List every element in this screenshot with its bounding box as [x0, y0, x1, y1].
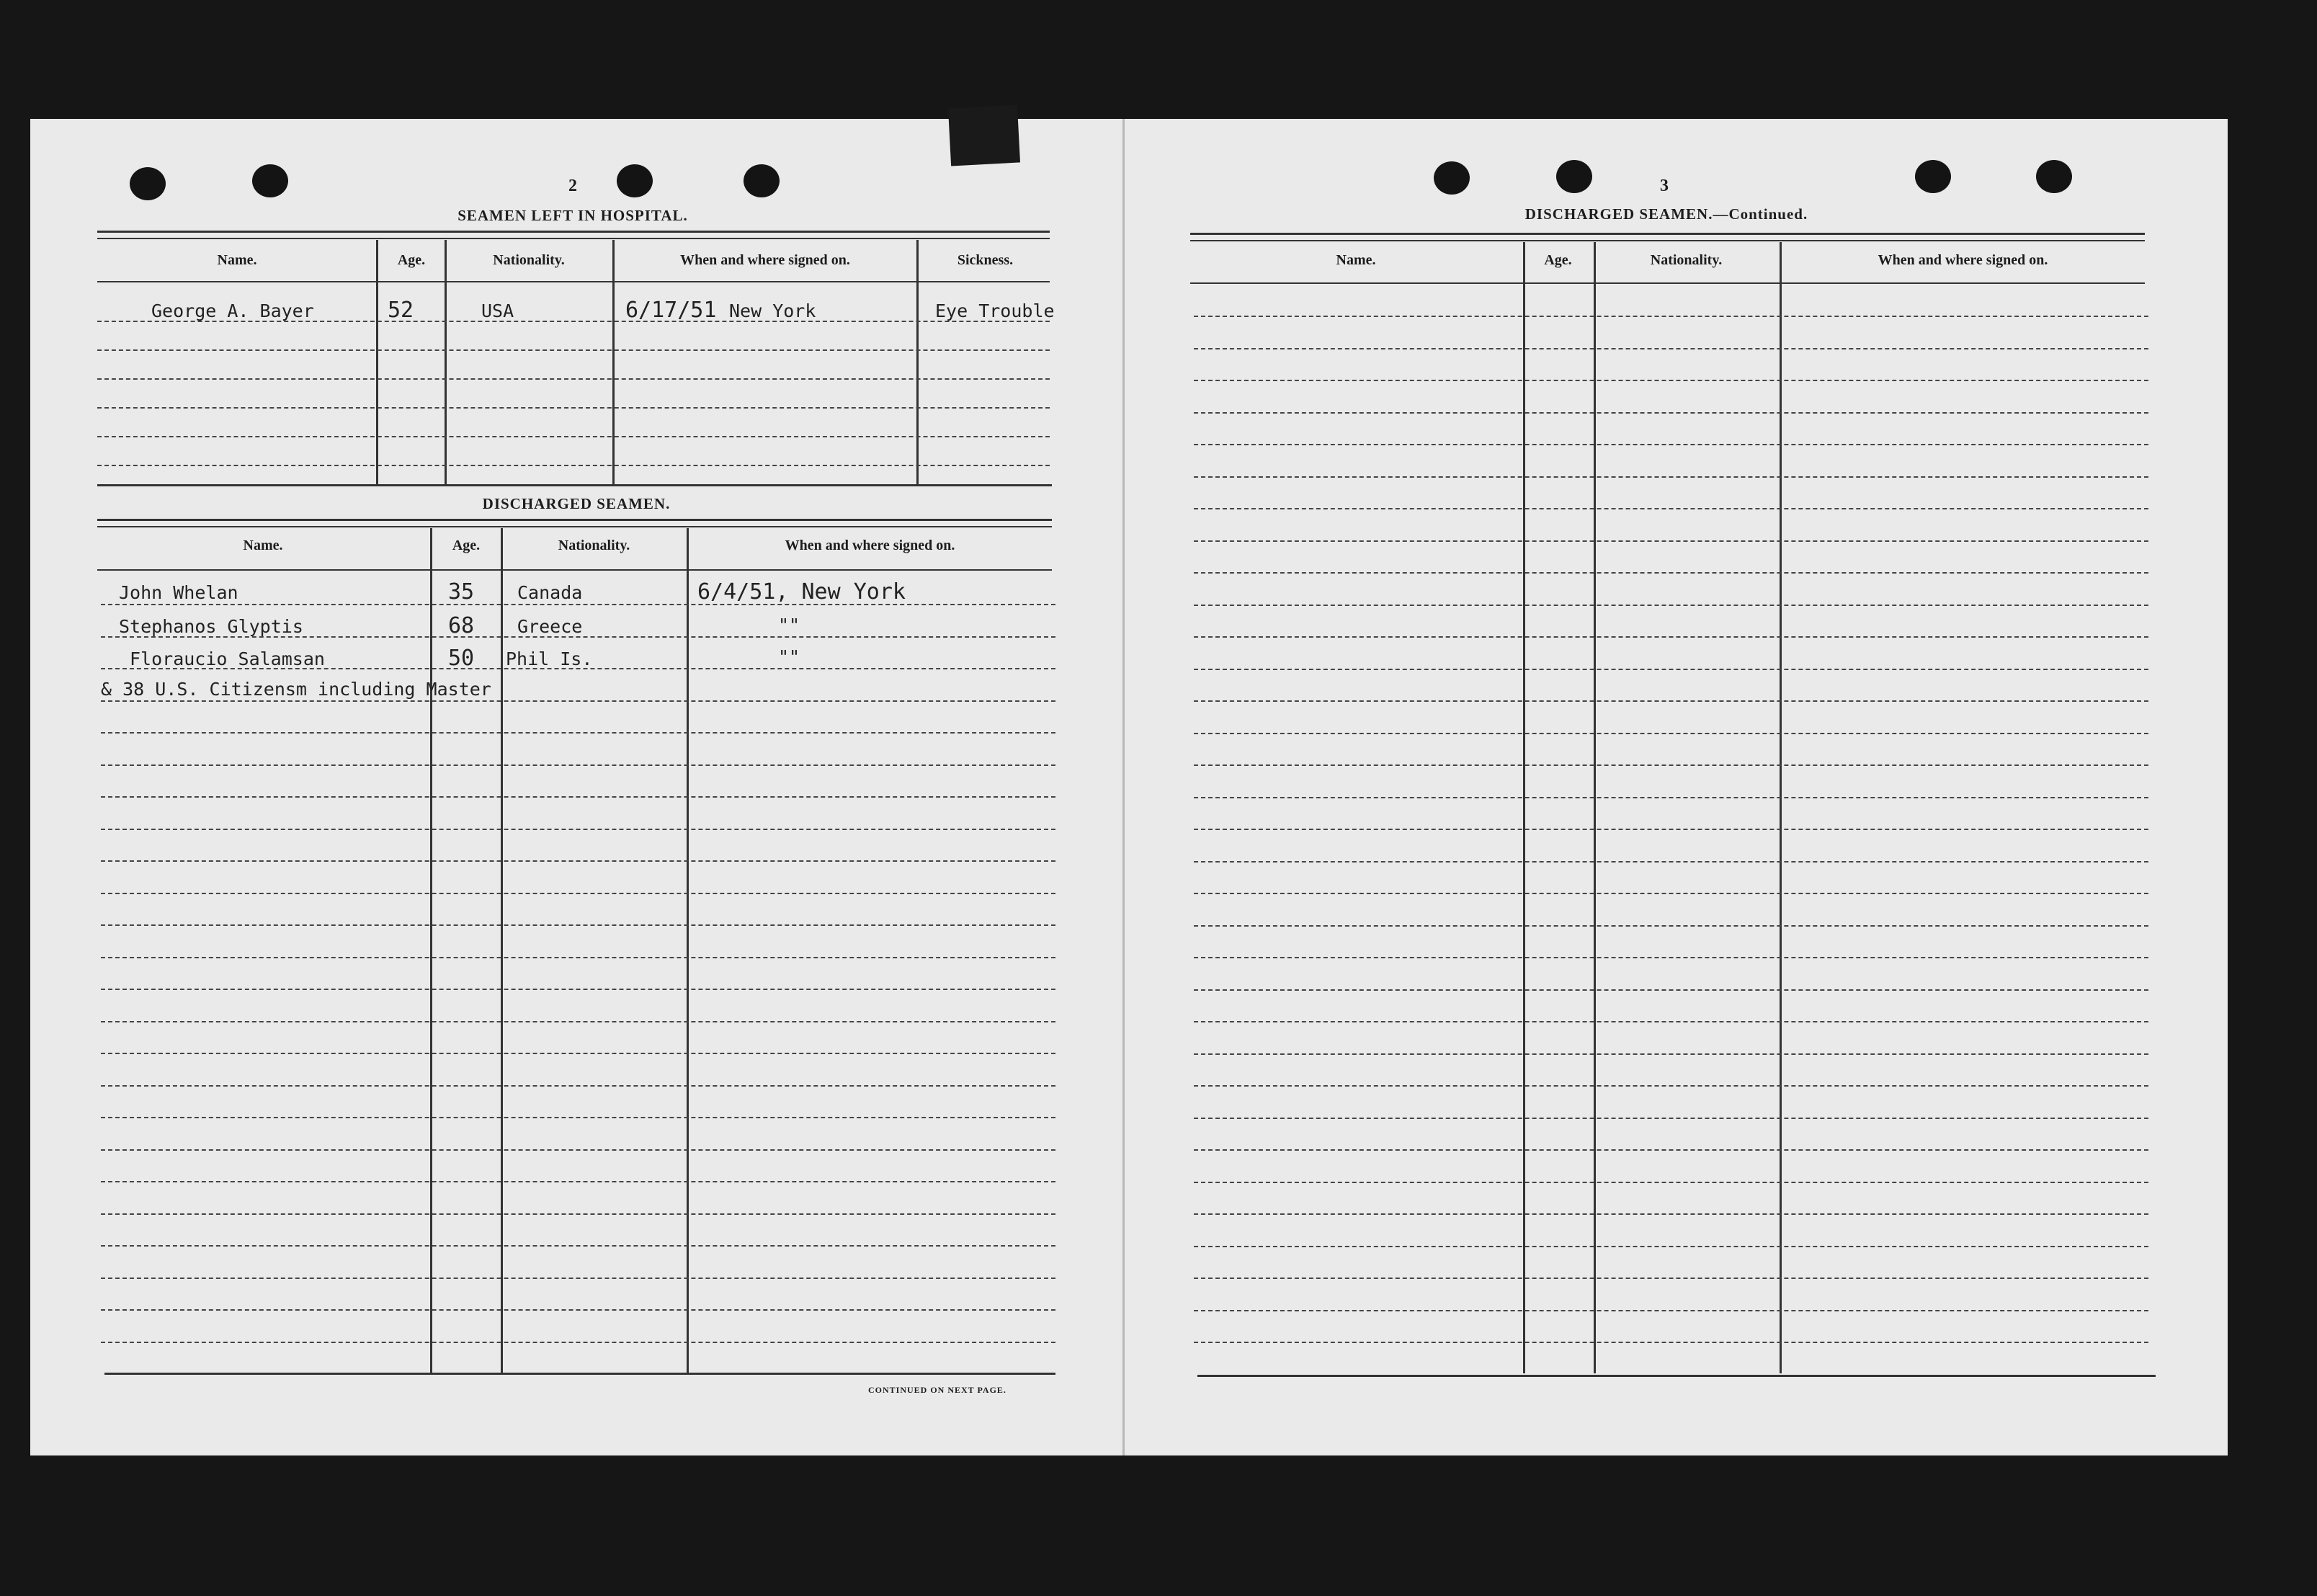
row-rule	[101, 1149, 1055, 1151]
punch-hole	[252, 164, 288, 197]
row-rule	[1194, 989, 2148, 991]
discharged-nationality-cell: Canada	[517, 582, 583, 603]
row-rule	[101, 700, 1055, 702]
row-rule	[1194, 764, 2148, 766]
row-rule	[97, 436, 1050, 437]
row-rule	[101, 1085, 1055, 1087]
rule	[1190, 240, 2145, 241]
row-rule	[1194, 1310, 2148, 1311]
row-rule	[1194, 572, 2148, 574]
row-rule	[101, 829, 1055, 830]
discharged-nationality-cell: Greece	[517, 616, 583, 637]
hospital-nationality-cell: USA	[481, 300, 514, 321]
row-rule	[97, 465, 1050, 466]
row-rule	[1194, 1149, 2148, 1151]
row-rule	[101, 764, 1055, 766]
page-fold	[1122, 119, 1125, 1455]
column-divider	[612, 240, 615, 485]
hospital-date-cell: 6/17/51	[625, 298, 717, 323]
row-rule	[101, 1278, 1055, 1279]
rule	[104, 1373, 1055, 1375]
row-rule	[1194, 1246, 2148, 1247]
row-rule	[1194, 925, 2148, 927]
row-rule	[1194, 316, 2148, 317]
document-sheet	[30, 119, 2228, 1455]
row-rule	[101, 1181, 1055, 1182]
punch-hole	[1434, 161, 1470, 195]
right-col-nationality: Nationality.	[1650, 252, 1723, 268]
row-rule	[1194, 1278, 2148, 1279]
rule	[97, 526, 1052, 527]
discharged-note: & 38 U.S. Citizensm including Master	[101, 679, 491, 700]
hospital-col-signed: When and where signed on.	[680, 252, 850, 268]
row-rule	[101, 1342, 1055, 1343]
rule	[1190, 233, 2145, 235]
row-rule	[101, 1117, 1055, 1118]
row-rule	[101, 924, 1055, 926]
row-rule	[97, 407, 1050, 409]
row-rule	[1194, 1342, 2148, 1343]
row-rule	[1194, 636, 2148, 638]
page-number-left: 2	[568, 177, 577, 195]
hospital-col-name: Name.	[217, 252, 257, 268]
discharged-nationality-cell: Phil Is.	[506, 648, 593, 669]
row-rule	[1194, 1085, 2148, 1087]
discharged-signed-cell: ""	[778, 615, 800, 636]
hospital-col-nationality: Nationality.	[493, 252, 565, 268]
row-rule	[101, 732, 1055, 734]
right-section-title: DISCHARGED SEAMEN.—Continued.	[1524, 205, 1808, 223]
row-rule	[101, 1245, 1055, 1247]
discharged-col-signed: When and where signed on.	[785, 538, 955, 553]
row-rule	[1194, 1053, 2148, 1055]
discharged-age-cell: 35	[448, 579, 475, 605]
hospital-col-sickness: Sickness.	[957, 252, 1014, 268]
row-rule	[1194, 540, 2148, 542]
hospital-col-age: Age.	[397, 252, 426, 268]
discharged-name-cell: Floraucio Salamsan	[130, 648, 325, 669]
right-col-signed: When and where signed on.	[1878, 252, 2048, 268]
punch-hole	[744, 164, 780, 197]
discharged-name-cell: Stephanos Glyptis	[119, 616, 303, 637]
row-rule	[101, 957, 1055, 958]
row-rule	[101, 860, 1055, 862]
column-divider	[916, 240, 919, 485]
row-rule	[1194, 412, 2148, 414]
column-divider	[445, 240, 447, 485]
row-rule	[101, 796, 1055, 798]
punch-hole	[1556, 160, 1592, 193]
row-rule	[1194, 1021, 2148, 1022]
binding-tab	[948, 105, 1020, 166]
discharged-col-name: Name.	[243, 538, 283, 553]
row-rule	[1194, 700, 2148, 702]
row-rule	[1194, 957, 2148, 958]
hospital-age-cell: 52	[388, 298, 414, 323]
discharged-signed-cell: 6/4/51, New York	[697, 579, 906, 605]
punch-hole	[1915, 160, 1951, 193]
row-rule	[1194, 444, 2148, 445]
row-rule	[1194, 476, 2148, 478]
punch-hole	[130, 167, 166, 200]
rule	[97, 569, 1052, 571]
row-rule	[1194, 380, 2148, 381]
row-rule	[1194, 1182, 2148, 1183]
right-col-name: Name.	[1336, 252, 1376, 268]
rule	[97, 484, 1052, 486]
row-rule	[1194, 893, 2148, 894]
row-rule	[97, 378, 1050, 380]
discharged-col-nationality: Nationality.	[558, 538, 630, 553]
row-rule	[1194, 797, 2148, 798]
discharged-age-cell: 68	[448, 613, 475, 638]
right-col-age: Age.	[1544, 252, 1572, 268]
rule	[97, 281, 1050, 282]
rule	[1197, 1375, 2156, 1377]
rule	[97, 231, 1050, 233]
row-rule	[101, 1309, 1055, 1311]
hospital-name-cell: George A. Bayer	[151, 300, 314, 321]
discharged-age-cell: 50	[448, 646, 475, 671]
row-rule	[101, 893, 1055, 894]
row-rule	[1194, 861, 2148, 862]
row-rule	[101, 1213, 1055, 1215]
rule	[97, 238, 1050, 239]
row-rule	[101, 1021, 1055, 1022]
row-rule	[1194, 605, 2148, 606]
punch-hole	[617, 164, 653, 197]
discharged-signed-cell: ""	[778, 646, 800, 667]
punch-hole	[2036, 160, 2072, 193]
continued-note: CONTINUED ON NEXT PAGE.	[868, 1385, 1006, 1395]
discharged-section-title: DISCHARGED SEAMEN.	[482, 495, 671, 512]
row-rule	[101, 989, 1055, 990]
page-number-right: 3	[1660, 177, 1669, 195]
hospital-sickness-cell: Eye Trouble	[935, 300, 1055, 321]
row-rule	[1194, 1118, 2148, 1119]
row-rule	[1194, 1213, 2148, 1215]
row-rule	[97, 349, 1050, 351]
row-rule	[1194, 508, 2148, 509]
row-rule	[101, 1053, 1055, 1054]
discharged-name-cell: John Whelan	[119, 582, 238, 603]
row-rule	[1194, 829, 2148, 830]
row-rule	[101, 604, 1055, 605]
column-divider	[376, 240, 378, 485]
row-rule	[1194, 733, 2148, 734]
row-rule	[1194, 669, 2148, 670]
row-rule	[1194, 348, 2148, 349]
hospital-place-cell: New York	[729, 300, 816, 321]
hospital-section-title: SEAMEN LEFT IN HOSPITAL.	[457, 207, 688, 224]
rule	[1190, 282, 2145, 284]
discharged-col-age: Age.	[452, 538, 481, 553]
rule	[97, 519, 1052, 521]
